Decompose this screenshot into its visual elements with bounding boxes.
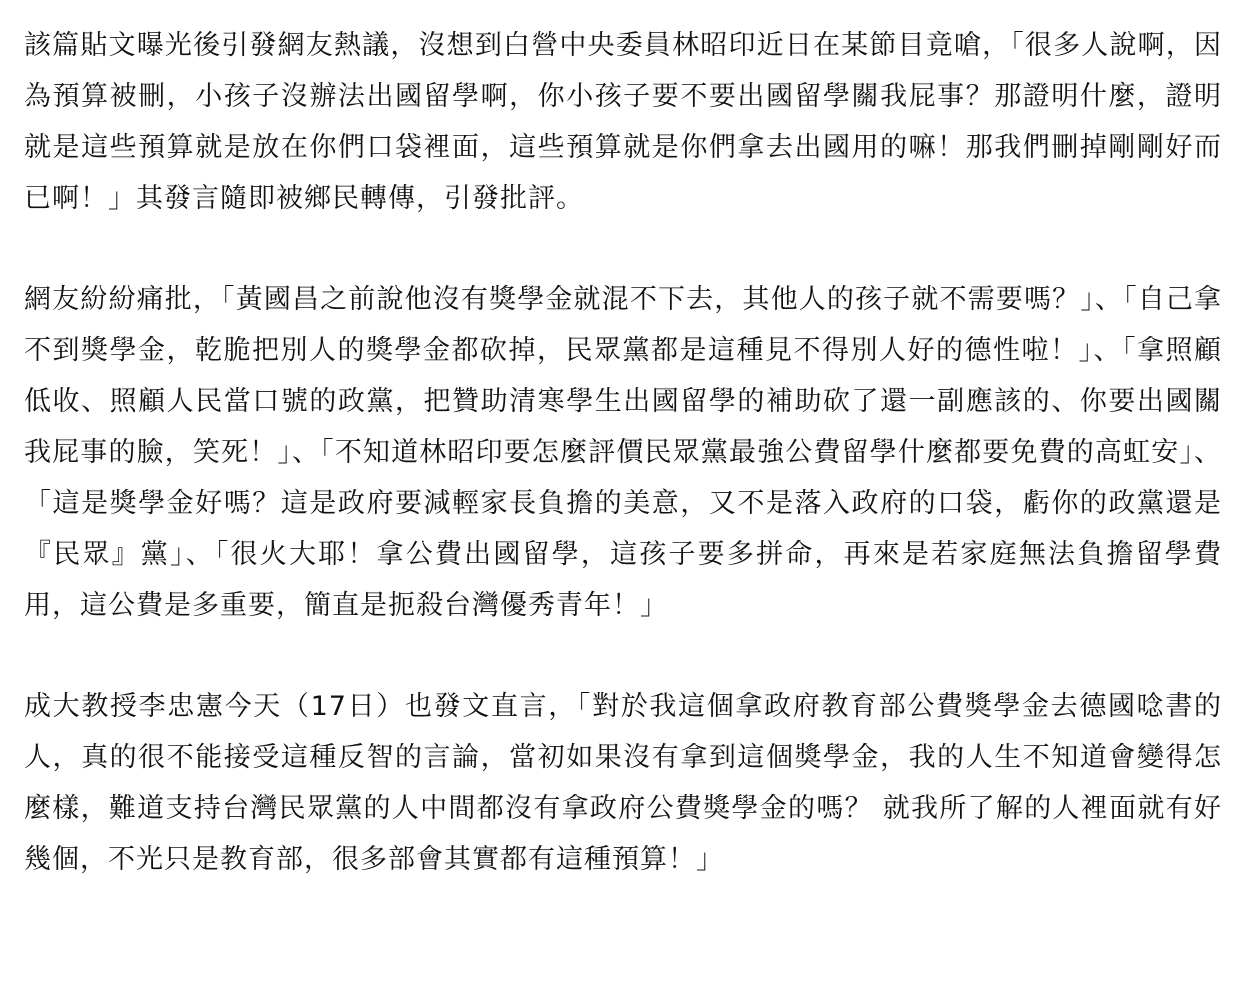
article-paragraph-2: 網友紛紛痛批，「黃國昌之前說他沒有獎學金就混不下去，其他人的孩子就不需要嗎？」、「自己拿不到獎學金，乾脆把別人的獎學金都砍掉，民眾黨都是這種見不得別人好的德性啦！」、「拿照顧低收、照顧人民當口號的政黨，把贊助清寒學生出國留學的補助砍了還一副應該的、你要出國關我屁事的臉，笑死！」、「不知道林昭印要怎麼評價民眾黨最強公費留學什麼都要免費的高虹安」、「這是獎學金好嗎？這是政府要減輕家長負擔的美意，又不是落入政府的口袋，虧你的政黨還是『民眾』黨」、「很火大耶！拿公費出國留學，這孩子要多拼命，再來是若家庭無法負擔留學費用，這公費是多重要，簡直是扼殺台灣優秀青年！」: [24, 284, 1222, 621]
article-paragraph-1: 該篇貼文曝光後引發網友熱議，沒想到白營中央委員林昭印近日在某節目竟嗆，「很多人說啊，因為預算被刪，小孩子沒辦法出國留學啊，你小孩子要不要出國留學關我屁事？那證明什麼，證明就是這些預算就是放在你們口袋裡面，這些預算就是你們拿去出國用的嘛！那我們刪掉剛剛好而已啊！」其發言隨即被鄉民轉傳，引發批評。: [24, 30, 1222, 214]
article-paragraph-3: 成大教授李忠憲今天（17日）也發文直言，「對於我這個拿政府教育部公費獎學金去德國唸書的人，真的很不能接受這種反智的言論，當初如果沒有拿到這個獎學金，我的人生不知道會變得怎麼樣，難道支持台灣民眾黨的人中間都沒有拿政府公費獎學金的嗎？ 就我所了解的人裡面就有好幾個，不光只是教育部，很多部會其實都有這種預算！」: [24, 691, 1222, 875]
article-body: [24, 20, 1222, 885]
